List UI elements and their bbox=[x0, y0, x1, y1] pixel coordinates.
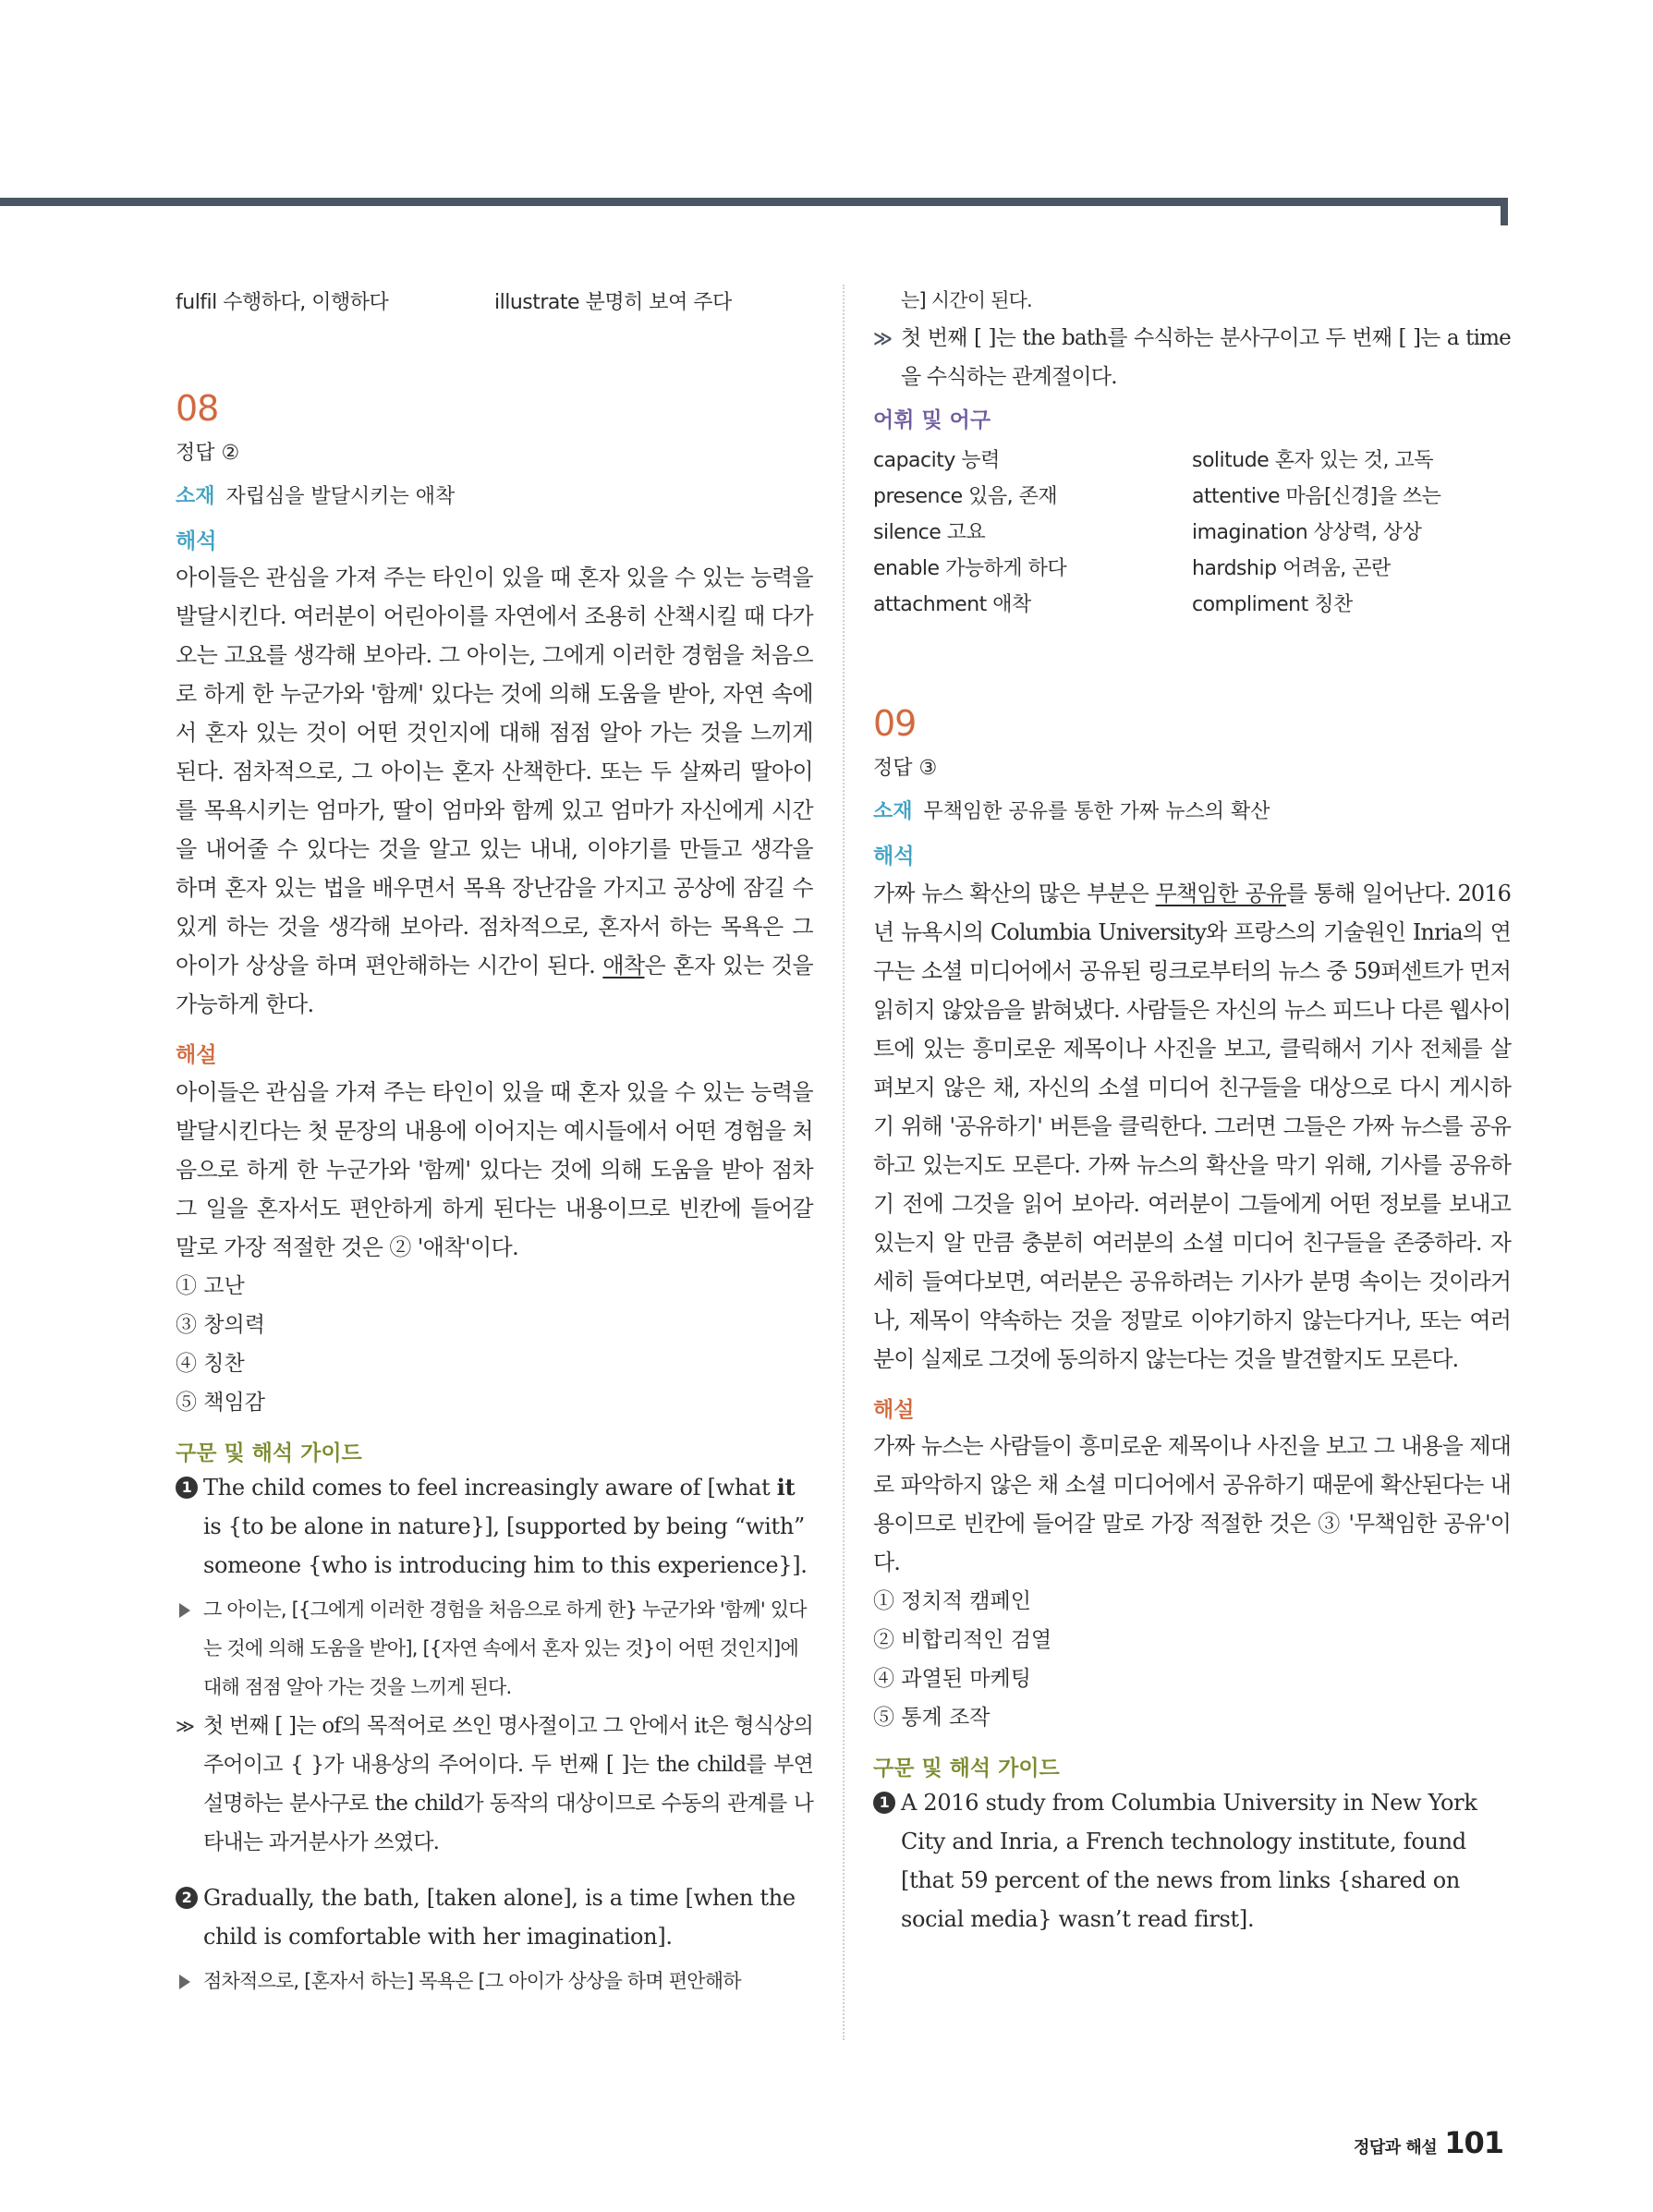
guide-translation-2 bbox=[176, 1962, 813, 2000]
explanation-heading: 해설 bbox=[873, 1397, 915, 1422]
vocab-word: compliment bbox=[1192, 593, 1308, 617]
vocab-word: capacity bbox=[873, 449, 955, 473]
note-text: 첫 번째 [ ]는 the bath를 수식하는 분사구이고 두 번째 [ ]는 a time을 수식하는 관계절이다. bbox=[901, 326, 1511, 389]
question-number: 08 bbox=[176, 388, 219, 429]
vocab-meaning: 능력 bbox=[961, 449, 1000, 473]
guide-translation-2-continued: 는] 시간이 된다. bbox=[901, 289, 1032, 311]
page-footer bbox=[1354, 2125, 1503, 2160]
vocab-meaning: 있음, 존재 bbox=[968, 485, 1058, 509]
vocab-item bbox=[1192, 479, 1511, 515]
vocab-meaning: 고요 bbox=[946, 521, 986, 545]
bold-word: it bbox=[776, 1473, 796, 1501]
column-divider bbox=[843, 285, 845, 2040]
vocab-meaning: 애착 bbox=[992, 593, 1031, 617]
sentence-text: The child comes to feel increasingly aware of [what bbox=[203, 1474, 777, 1501]
translation-text: 점차적으로, [혼자서 하는] 목욕은 [그 아이가 상상을 하며 편안해하 bbox=[203, 1969, 741, 1992]
translation-heading: 해석 bbox=[873, 845, 915, 869]
option-item: ① 고난 bbox=[176, 1273, 245, 1298]
translation-text-end: 은 혼자 있는 것을 가능하게 한다. bbox=[176, 953, 813, 1018]
vocab-word: attentive bbox=[1192, 485, 1281, 509]
vocab-word: enable bbox=[873, 557, 940, 581]
vocab-item bbox=[873, 443, 1192, 479]
guide-translation-1 bbox=[176, 1590, 813, 1707]
page-number: 101 bbox=[1444, 2125, 1503, 2160]
translation-text: 아이들은 관심을 가져 주는 타인이 있을 때 혼자 있을 수 있는 능력을 발달시킨다. 여러분이 어린아이를 자연에서 조용히 산책시킬 때 다가오는 고요를 생각해 보아라. 그 아이는, 그에게 이러한 경험을 처음으로 하게 한 누군가와 '함께' 있다는 것에 의해 도움을 받아, 자연 속에서 혼자 있는 것이 어떤 것인지에 대해 점점 알아 가는 것을 느끼게 된다. 점차적으로, 그 아이는 혼자 산책한다. 또는 두 살짜리 딸아이를 목욕시키는 엄마가, 딸이 엄마와 함께 있고 엄마가 자신에게 시간을 내어줄 수 있다는 것을 알고 있는 내내, 이야기를 만들고 생각을 하며 혼자 있는 법을 배우면서 목욕 장난감을 가지고 공상에 잠길 수 있게 하는 것을 생각해 보아라. 점차적으로, 혼자서 하는 목욕은 그 아이가 상상을 하며 편안해하는 시간이 된다. bbox=[176, 565, 813, 979]
translation-text-end: 를 통해 일어난다. 2016년 뉴욕시의 Columbia University와 프랑스의 기술원인 Inria의 연구는 소셜 미디어에서 공유된 링크로부터의 뉴스 중 59퍼센트가 먼저 읽히지 않았음을 밝혀냈다. 사람들은 자신의 뉴스 피드나 다른 웹사이트에 있는 흥미로운 제목이나 사진을 보고, 클릭해서 기사 전체를 살펴보지 않은 채, 자신의 소셜 미디어 친구들을 대상으로 다시 게시하기 위해 '공유하기' 버튼을 클릭한다. 그러면 그들은 가짜 뉴스를 공유하고 있는지도 모른다. 가짜 뉴스의 확산을 막기 위해, 기사를 공유하기 전에 그것을 읽어 보아라. 여러분이 그들에게 어떤 정보를 보내고 있는지 알 만큼 충분히 여러분의 소셜 미디어 친구들을 존중하라. 자세히 들여다보면, 여러분은 공유하려는 기사가 분명 속이는 것이라거나, 제목이 약속하는 것을 정말로 이야기하지 않는다거나, 또는 여러분이 실제로 그것에 동의하지 않는다는 것을 발견할지도 모른다. bbox=[873, 880, 1511, 1372]
option-list bbox=[873, 1582, 1511, 1737]
option-item: ③ 창의력 bbox=[176, 1312, 265, 1337]
explanation-heading: 해설 bbox=[176, 1043, 217, 1068]
vocab-item bbox=[873, 479, 1192, 515]
vocab-item bbox=[873, 515, 1192, 551]
option-item: ⑤ 책임감 bbox=[176, 1390, 265, 1415]
underlined-answer: 애착 bbox=[602, 953, 645, 979]
top-vocab-item bbox=[494, 286, 813, 315]
sentence-text: A 2016 study from Columbia University in New York City and Inria, a French technology institute, found [that 59 percent of the news from links {shared on social media} wasn’t read first]. bbox=[901, 1789, 1477, 1932]
double-arrow-icon: ≫ bbox=[176, 1714, 191, 1737]
vocab-item bbox=[1192, 551, 1511, 587]
vocab-meaning: 칭찬 bbox=[1314, 593, 1353, 617]
vocab-word: silence bbox=[873, 521, 942, 545]
left-column bbox=[176, 282, 813, 2000]
topic-line bbox=[176, 484, 813, 511]
option-item: ② 비합리적인 검열 bbox=[873, 1627, 1052, 1652]
vocab-meaning: 가능하게 하다 bbox=[945, 557, 1067, 581]
translation-heading: 해석 bbox=[176, 529, 217, 554]
vocab-word: hardship bbox=[1192, 557, 1277, 581]
answer-line: 정답 ② bbox=[176, 442, 240, 465]
double-arrow-icon: ≫ bbox=[873, 327, 889, 349]
translation-paragraph bbox=[873, 874, 1511, 1379]
vocab-item bbox=[1192, 515, 1511, 551]
guide-sentence-1 bbox=[873, 1783, 1511, 1939]
vocab-meaning: 수행하다, 이행하다 bbox=[223, 290, 389, 314]
triangle-bullet-icon bbox=[179, 1603, 190, 1618]
translation-text: 그 아이는, [{그에게 이러한 경험을 처음으로 하게 한} 누군가와 '함께' 있다는 것에 의해 도움을 받아], [{자연 속에서 혼자 있는 것}이 어떤 것인지]에 대해 점점 알아 가는 것을 느끼게 된다. bbox=[203, 1598, 807, 1698]
triangle-bullet-icon bbox=[179, 1975, 190, 1989]
option-item: ① 정치적 캠페인 bbox=[873, 1588, 1031, 1613]
topic-text: 자립심을 발달시키는 애착 bbox=[225, 484, 456, 508]
sentence-number-badge: 1 bbox=[873, 1792, 895, 1814]
topic-line bbox=[873, 799, 1511, 826]
option-item: ⑤ 통계 조작 bbox=[873, 1705, 991, 1730]
top-vocab-row bbox=[176, 282, 813, 319]
topic-label: 소재 bbox=[873, 799, 913, 823]
vocab-item bbox=[1192, 443, 1511, 479]
vocab-meaning: 마음[신경]을 쓰는 bbox=[1285, 485, 1441, 509]
vocab-word: presence bbox=[873, 485, 963, 509]
vocab-item bbox=[873, 551, 1192, 587]
option-item: ④ 칭찬 bbox=[176, 1351, 245, 1376]
option-item: ④ 과열된 마케팅 bbox=[873, 1666, 1031, 1691]
right-column bbox=[873, 282, 1511, 1939]
option-list bbox=[176, 1267, 813, 1422]
vocab-word: attachment bbox=[873, 593, 987, 617]
vocab-meaning: 혼자 있는 것, 고독 bbox=[1274, 449, 1433, 473]
note-text: 첫 번째 [ ]는 of의 목적어로 쓰인 명사절이고 그 안에서 it은 형식상의 주어이고 { }가 내용상의 주어이다. 두 번째 [ ]는 the child를 부연 설명하는 분사구로 the child가 동작의 대상이므로 수동의 관계를 나타내는 과거분사가 쓰였다. bbox=[203, 1713, 813, 1854]
sentence-number-badge: 2 bbox=[176, 1887, 198, 1909]
explanation-paragraph: 가짜 뉴스는 사람들이 흥미로운 제목이나 사진을 보고 그 내용을 제대로 파악하지 않은 채 소셜 미디어에서 공유하기 때문에 확산된다는 내용이므로 빈칸에 들어갈 말로 가장 적절한 것은 ③ '무책임한 공유'이다. bbox=[873, 1432, 1511, 1575]
sentence-text: Gradually, the bath, [taken alone], is a time [when the child is comfortable with her imagination]. bbox=[203, 1884, 796, 1950]
guide-note-1 bbox=[176, 1707, 813, 1862]
vocab-list bbox=[873, 443, 1511, 623]
guide-sentence-1 bbox=[176, 1468, 813, 1585]
underlined-answer: 무책임한 공유 bbox=[1155, 880, 1286, 906]
vocab-word: imagination bbox=[1192, 521, 1308, 545]
translation-paragraph bbox=[176, 558, 813, 1024]
topic-text: 무책임한 공유를 통한 가짜 뉴스의 확산 bbox=[923, 799, 1270, 823]
question-number: 09 bbox=[873, 703, 917, 745]
vocab-meaning: 어려움, 곤란 bbox=[1282, 557, 1391, 581]
top-vocab-item bbox=[176, 286, 494, 315]
vocab-item bbox=[873, 587, 1192, 623]
vocab-word: illustrate bbox=[494, 290, 580, 314]
sentence-text-end: is {to be alone in nature}], [supported by being “with” someone {who is introducing him to this experience}]. bbox=[203, 1513, 808, 1578]
sentence-number-badge: 1 bbox=[176, 1477, 198, 1499]
vocab-item bbox=[1192, 587, 1511, 623]
footer-label: 정답과 해설 bbox=[1353, 2138, 1438, 2157]
guide-heading: 구문 및 해석 가이드 bbox=[873, 1756, 1060, 1781]
translation-text: 가짜 뉴스 확산의 많은 부분은 bbox=[873, 880, 1156, 906]
vocab-word: solitude bbox=[1192, 449, 1270, 473]
top-rule-tick bbox=[1501, 198, 1508, 225]
guide-heading: 구문 및 해석 가이드 bbox=[176, 1440, 362, 1465]
vocab-heading: 어휘 및 어구 bbox=[873, 408, 991, 432]
vocab-meaning: 상상력, 상상 bbox=[1313, 521, 1422, 545]
vocab-meaning: 분명히 보여 주다 bbox=[585, 290, 732, 314]
answer-line: 정답 ③ bbox=[873, 757, 938, 781]
explanation-paragraph: 아이들은 관심을 가져 주는 타인이 있을 때 혼자 있을 수 있는 능력을 발달시킨다는 첫 문장의 내용에 이어지는 예시들에서 어떤 경험을 처음으로 하게 한 누군가와 '함께' 있다는 것에 의해 도움을 받아 점차 그 일을 혼자서도 편안하게 하게 된다는 내용이므로 빈칸에 들어갈 말로 가장 적절한 것은 ② '애착'이다. bbox=[176, 1078, 813, 1260]
guide-note-2 bbox=[873, 319, 1511, 396]
guide-sentence-2 bbox=[176, 1878, 813, 1956]
vocab-word: fulfil bbox=[176, 290, 217, 314]
top-rule bbox=[0, 198, 1508, 206]
topic-label: 소재 bbox=[176, 484, 215, 508]
